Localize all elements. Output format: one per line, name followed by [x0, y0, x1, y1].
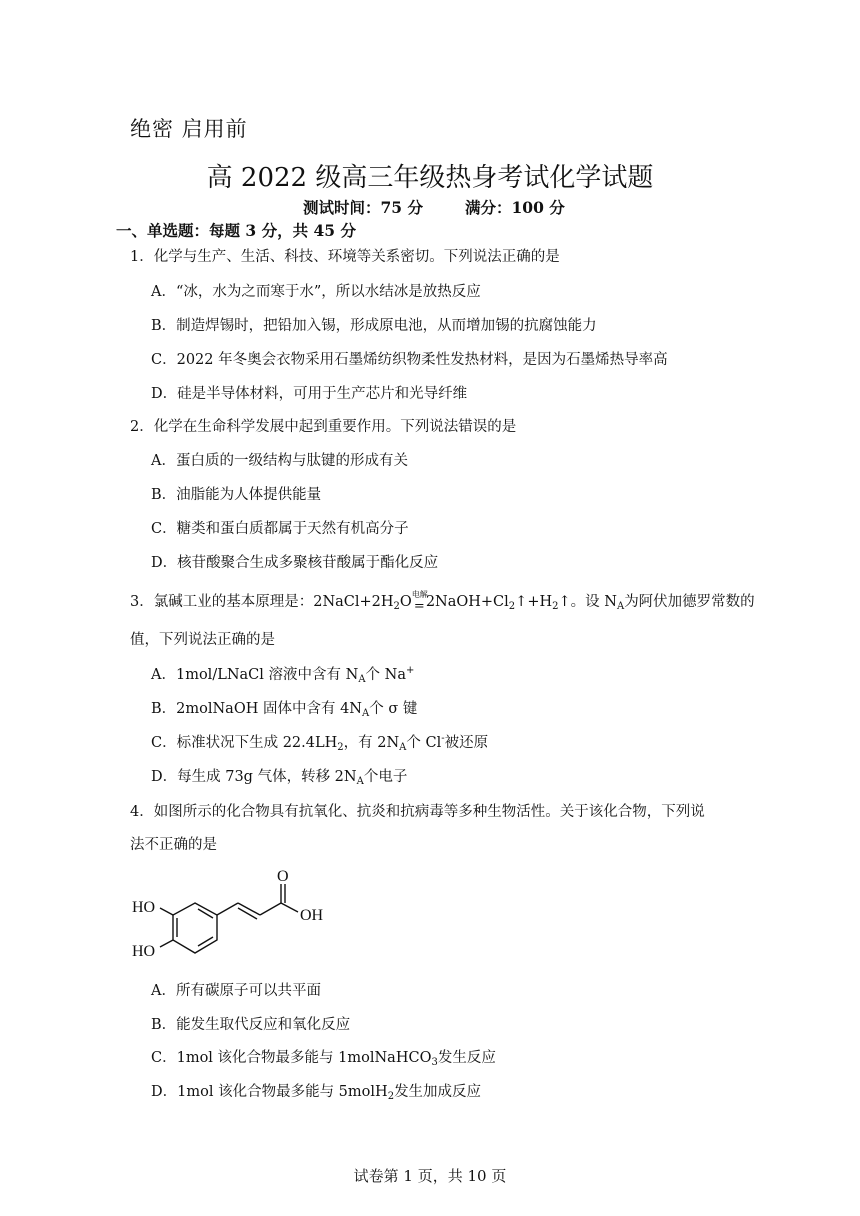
q3-eq-right: ↑。设 N [558, 594, 617, 610]
q3-stem-line2: 值，下列说法正确的是 [130, 632, 275, 648]
equals-sign: = [413, 599, 425, 614]
score-label: 满分：100 分 [465, 198, 565, 217]
q3-eq-right: 2NaOH+Cl [425, 594, 509, 610]
q4-option-c: C．1mol 该化合物最多能与 1molNaHCO$_3$发生反应 [151, 1050, 496, 1068]
carboxyl-hydroxyl-label: OH [300, 907, 324, 924]
q2-option-b: B．油脂能为人体提供能量 [151, 487, 322, 503]
caffeic-acid-structure [120, 865, 350, 970]
benzene-ring [173, 903, 217, 953]
q3-eq-sub: 2 [552, 601, 559, 612]
q3-eq-sub: 2 [393, 601, 400, 612]
q3-option-d: D．每生成 73g 气体，转移 $2N_A$个电子 [151, 769, 408, 787]
q3-eq-sub: A [616, 601, 625, 612]
q3-eq-right: ↑+H [515, 594, 553, 610]
carbonyl-oxygen-label: O [277, 868, 289, 885]
q3-eq-oxygen: O [399, 594, 412, 610]
q1-option-b: B．制造焊锡时，把铅加入锡，形成原电池，从而增加锡的抗腐蚀能力 [151, 318, 597, 334]
q2-option-c: C．糖类和蛋白质都属于天然有机高分子 [151, 521, 409, 537]
q3-eq-left: 2NaCl+2H [313, 594, 394, 610]
electrolysis-condition: 电解 [411, 590, 428, 599]
secret-label: 绝密 启用前 [130, 117, 248, 141]
q4-option-b: B．能发生取代反应和氧化反应 [151, 1017, 351, 1033]
q2-stem: 2．化学在生命科学发展中起到重要作用。下列说法错误的是 [130, 419, 517, 435]
q1-option-a: A．“冰，水为之而寒于水”，所以水结冰是放热反应 [151, 284, 481, 300]
q3-option-c: C．标准状况下生成 $22.4LH_2$，有 $2N_A$个 Cl-被还原 [151, 733, 489, 753]
electrolysis-sign [411, 590, 428, 614]
q2-option-d: D．核苷酸聚合生成多聚核苷酸属于酯化反应 [151, 555, 439, 571]
q2-option-a: A．蛋白质的一级结构与肽键的形成有关 [151, 453, 408, 469]
q3-stem-prefix: 3．氯碱工业的基本原理是： [130, 594, 314, 610]
q3-stem-tail: 为阿伏加德罗常数的 [624, 594, 755, 610]
q1-stem: 1．化学与生产、生活、科技、环境等关系密切。下列说法正确的是 [130, 249, 560, 265]
q3-eq-sub: 2 [508, 601, 516, 612]
q4-option-d: D．1mol 该化合物最多能与 5molH$_2$发生加成反应 [151, 1084, 482, 1102]
time-label: 测试时间：75 分 [303, 198, 423, 217]
hydroxyl-label-lower: HO [132, 943, 156, 960]
q4-option-a: A．所有碳原子可以共平面 [151, 983, 321, 999]
q3-option-a: A．1mol/LNaCl 溶液中含有 $N_A$个 Na+ [151, 665, 415, 685]
section-heading: 一、单选题：每题 3 分，共 45 分 [116, 221, 356, 240]
q1-option-d: D．硅是半导体材料，可用于生产芯片和光导纤维 [151, 386, 468, 402]
q1-option-c: C．2022 年冬奥会衣物采用石墨烯纺织物柔性发热材料，是因为石墨烯热导率高 [151, 352, 668, 368]
q3-stem [130, 590, 755, 614]
q4-stem-line1: 4．如图所示的化合物具有抗氧化、抗炎和抗病毒等多种生物活性。关于该化合物，下列说 [130, 804, 705, 820]
exam-title: 高 2022 级高三年级热身考试化学试题 [206, 163, 654, 193]
page-footer: 试卷第 1 页，共 10 页 [353, 1167, 507, 1185]
q3-option-b: B．2molNaOH 固体中含有 $4N_A$个 σ 键 [151, 701, 418, 719]
hydroxyl-label-upper: HO [132, 899, 156, 916]
q4-stem-line2: 法不正确的是 [130, 837, 217, 853]
